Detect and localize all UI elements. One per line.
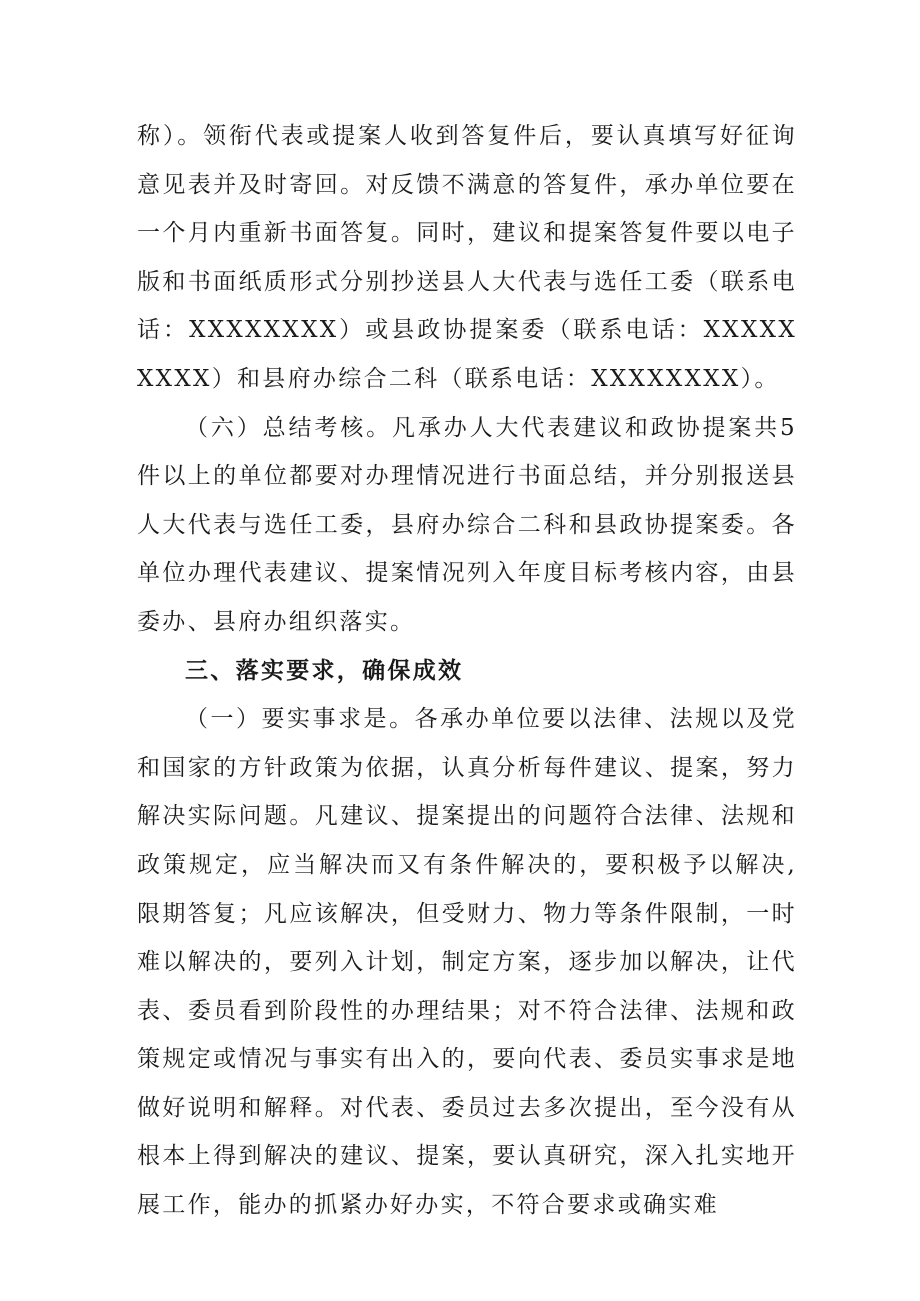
- section-heading: 三、落实要求，确保成效: [185, 657, 464, 684]
- continuation-paragraph: 称）。领衔代表或提案人收到答复件后，要认真填写好征询意见表并及时寄回。对反馈不满意的答复件，承办单位要在一个月内重新书面答复。同时，建议和提案答复件要以电子版和书面纸质形式分别抄送县人大代表与选任工委（联系电话：XXXXXXXX）或县政协提案委（联系电话：XXXXXXXXX）和县府办综合二科（联系电话：XXXXXXXX）。: [137, 123, 797, 392]
- document-body: [137, 112, 797, 1230]
- summary-assessment-paragraph: （六）总结考核。凡承办人大代表建议和政协提案共5件以上的单位都要对办理情况进行书面总结，并分别报送县人大代表与选任工委，县府办综合二科和县政协提案委。各单位办理代表建议、提案情况列入年度目标考核内容，由县委办、县府办组织落实。: [137, 414, 797, 635]
- seek-truth-paragraph: （一）要实事求是。各承办单位要以法律、法规以及党和国家的方针政策为依据，认真分析每件建议、提案，努力解决实际问题。凡建议、提案提出的问题符合法律、法规和政策规定，应当解决而又有条件解决的，要积极予以解决,限期答复；凡应该解决，但受财力、物力等条件限制，一时难以解决的，要列入计划，制定方案，逐步加以解决，让代表、委员看到阶段性的办理结果；对不符合法律、法规和政策规定或情况与事实有出入的，要向代表、委员实事求是地做好说明和解释。对代表、委员过去多次提出，至今没有从根本上得到解决的建议、提案，要认真研究，深入扎实地开展工作，能办的抓紧办好办实，不符合要求或确实难: [137, 706, 797, 1219]
